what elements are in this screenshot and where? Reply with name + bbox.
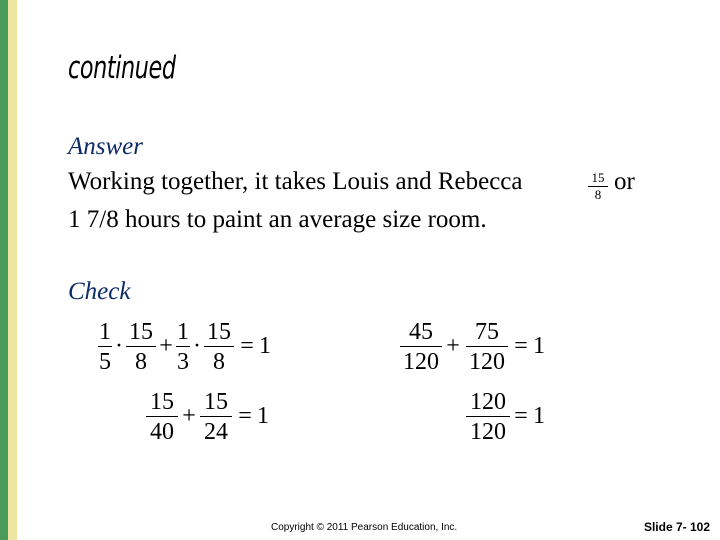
fraction — [466, 318, 508, 375]
numerator: 15 — [200, 388, 232, 417]
numerator: 15 — [204, 318, 234, 347]
answer-fraction — [588, 171, 608, 202]
numerator: 15 — [146, 388, 178, 417]
denominator: 3 — [177, 349, 189, 375]
answer-line-2: 1 7/8 hours to paint an average size room. — [68, 206, 487, 233]
fraction — [204, 318, 234, 375]
answer-or: or — [614, 168, 635, 195]
numerator: 1 — [99, 319, 111, 345]
multiply-dot: · — [193, 333, 201, 359]
numerator: 120 — [466, 388, 510, 417]
denominator: 120 — [469, 349, 505, 375]
answer-fraction-numerator: 15 — [588, 171, 608, 187]
plus-sign: + — [446, 333, 460, 359]
plus-sign: + — [159, 333, 173, 359]
equals-sign: = — [240, 333, 254, 359]
side-bar-green — [0, 0, 8, 540]
side-bar-yellow — [8, 0, 17, 540]
answer-line-1: Working together, it takes Louis and Rebecca — [68, 168, 523, 195]
numerator: 1 — [177, 319, 189, 345]
slide-heading: continued — [68, 50, 176, 86]
result: 1 — [257, 403, 269, 429]
slide-number: Slide 7- 102 — [643, 520, 710, 534]
footer-copyright: Copyright © 2011 Pearson Education, Inc. — [271, 522, 458, 533]
plus-sign: + — [182, 403, 196, 429]
result: 1 — [533, 403, 545, 429]
fraction — [400, 318, 442, 375]
numerator: 45 — [400, 318, 442, 347]
check-label: Check — [68, 278, 131, 305]
denominator: 120 — [403, 349, 439, 375]
result: 1 — [533, 333, 545, 359]
denominator: 8 — [135, 349, 147, 375]
answer-label: Answer — [68, 133, 143, 160]
answer-fraction-denominator: 8 — [594, 187, 602, 202]
denominator: 24 — [204, 419, 228, 445]
fraction — [146, 388, 178, 445]
equals-sign: = — [514, 333, 528, 359]
denominator: 5 — [99, 349, 111, 375]
fraction — [200, 388, 232, 445]
denominator: 40 — [150, 419, 174, 445]
result: 1 — [259, 333, 271, 359]
numerator: 15 — [126, 318, 156, 347]
multiply-dot: · — [115, 333, 123, 359]
denominator: 120 — [470, 419, 506, 445]
fraction — [176, 318, 190, 375]
equals-sign: = — [514, 403, 528, 429]
equals-sign: = — [238, 403, 252, 429]
fraction — [98, 318, 112, 375]
fraction — [466, 388, 510, 445]
numerator: 75 — [466, 318, 508, 347]
fraction — [126, 318, 156, 375]
denominator: 8 — [213, 349, 225, 375]
